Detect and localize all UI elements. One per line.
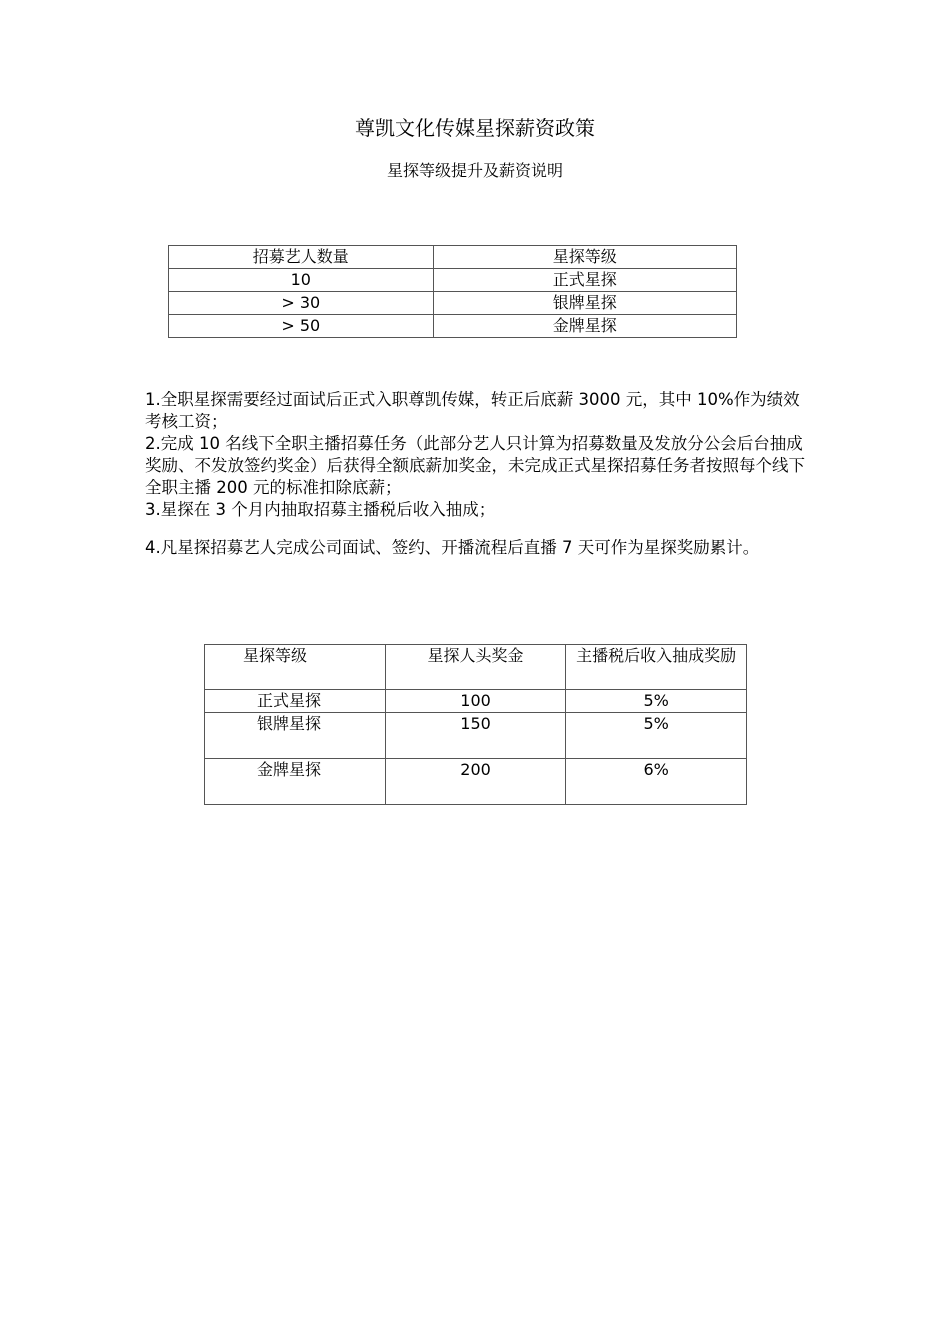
level-table-header <box>169 246 737 269</box>
table-row <box>205 759 747 805</box>
table-row <box>205 690 747 713</box>
header-scout-level: 星探等级 <box>433 246 736 269</box>
level-table <box>168 245 737 338</box>
document-subtitle: 星探等级提升及薪资说明 <box>386 161 563 180</box>
cell-level: 银牌星探 <box>205 713 386 759</box>
table-row <box>169 315 737 338</box>
header-scout-level: 星探等级 <box>205 645 386 690</box>
rule-4: 4.凡星探招募艺人完成公司面试、签约、开播流程后直播 7 天可作为星探奖励累计。 <box>145 538 760 557</box>
cell-level: 正式星探 <box>433 269 736 292</box>
bonus-table-header <box>205 645 747 690</box>
cell-bonus: 100 <box>385 690 566 713</box>
cell-count: 10 <box>169 269 434 292</box>
cell-commission: 5% <box>566 713 747 759</box>
header-commission: 主播税后收入抽成奖励 <box>566 645 747 690</box>
rule-3: 3.星探在 3 个月内抽取招募主播税后收入抽成； <box>145 500 496 519</box>
cell-count: > 30 <box>169 292 434 315</box>
cell-commission: 6% <box>566 759 747 805</box>
table-row <box>169 269 737 292</box>
header-recruit-count: 招募艺人数量 <box>169 246 434 269</box>
cell-bonus: 150 <box>385 713 566 759</box>
table-row <box>169 292 737 315</box>
cell-level: 银牌星探 <box>433 292 736 315</box>
rules-section <box>145 389 815 559</box>
cell-count: > 50 <box>169 315 434 338</box>
cell-bonus: 200 <box>385 759 566 805</box>
cell-level: 金牌星探 <box>433 315 736 338</box>
cell-commission: 5% <box>566 690 747 713</box>
bonus-table <box>204 644 747 805</box>
table-row <box>205 713 747 759</box>
rule-1: 1.全职星探需要经过面试后正式入职尊凯传媒，转正后底薪 3000 元，其中 10%作为绩效考核工资； <box>145 390 800 431</box>
document-title: 尊凯文化传媒星探薪资政策 <box>355 116 595 140</box>
rule-2: 2.完成 10 名线下全职主播招募任务（此部分艺人只计算为招募数量及发放分公会后台抽成奖励、不发放签约奖金）后获得全额底薪加奖金，未完成正式星探招募任务者按照每个线下全职主播 200 元的标准扣除底薪； <box>145 434 805 497</box>
header-head-bonus: 星探人头奖金 <box>385 645 566 690</box>
cell-level: 金牌星探 <box>205 759 386 805</box>
cell-level: 正式星探 <box>205 690 386 713</box>
